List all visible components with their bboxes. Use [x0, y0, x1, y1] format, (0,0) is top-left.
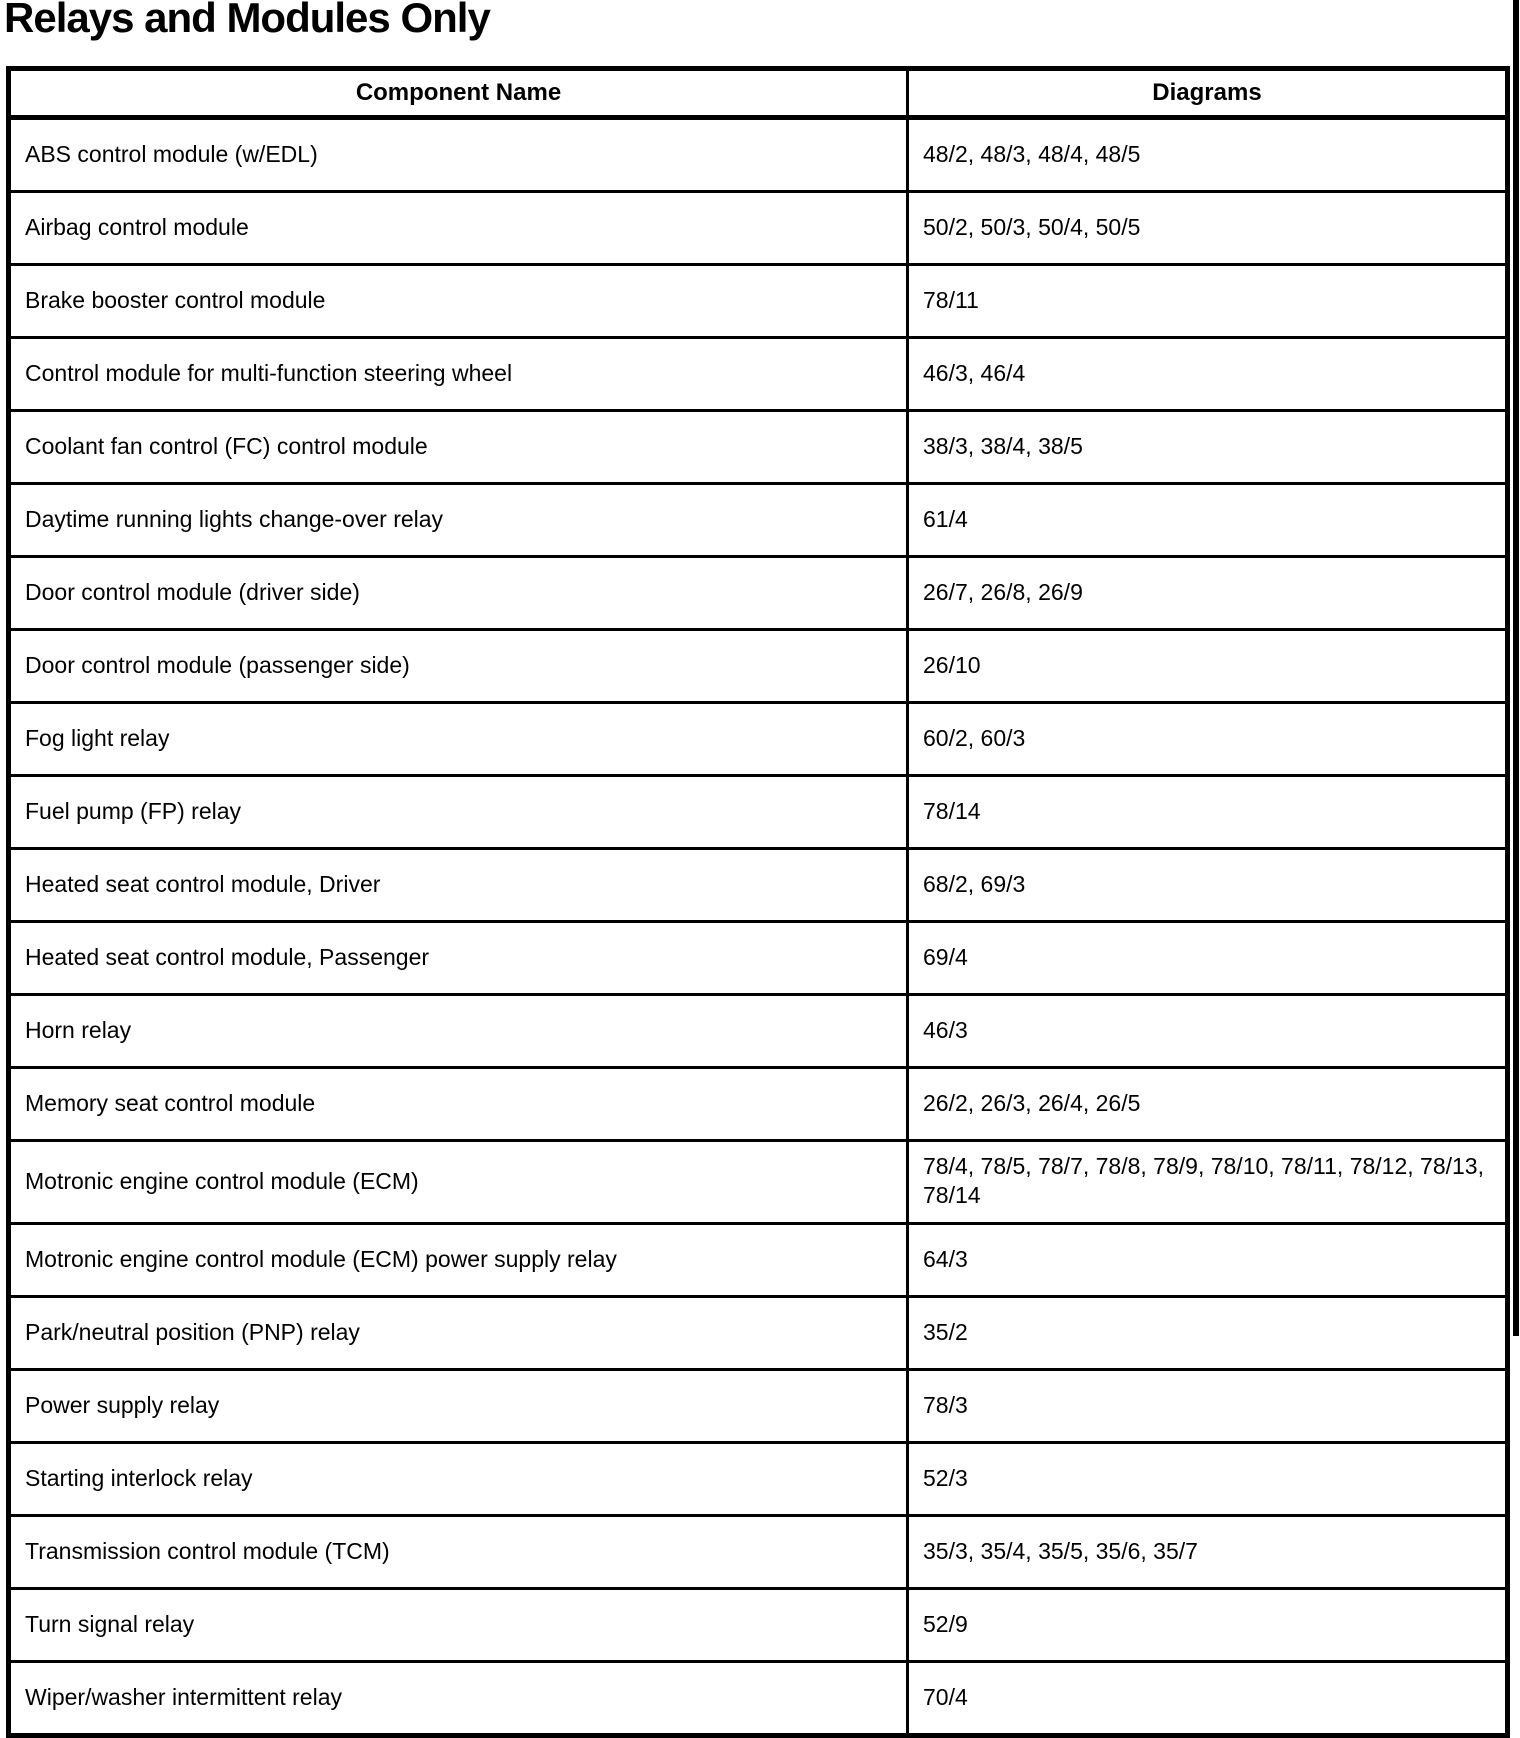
component-name-cell: Memory seat control module — [9, 1068, 908, 1141]
diagrams-cell: 26/7, 26/8, 26/9 — [908, 557, 1508, 630]
component-name-cell: Daytime running lights change-over relay — [9, 484, 908, 557]
table-row — [9, 1068, 1508, 1141]
table-row — [9, 1516, 1508, 1589]
diagrams-cell: 46/3 — [908, 995, 1508, 1068]
table-body — [9, 118, 1508, 1736]
page-title: Relays and Modules Only — [4, 0, 490, 41]
table-row — [9, 484, 1508, 557]
table-row — [9, 995, 1508, 1068]
diagrams-cell: 68/2, 69/3 — [908, 849, 1508, 922]
header-diagrams: Diagrams — [908, 69, 1508, 118]
component-name-cell: Park/neutral position (PNP) relay — [9, 1297, 908, 1370]
component-name-cell: Heated seat control module, Passenger — [9, 922, 908, 995]
diagrams-cell: 52/9 — [908, 1589, 1508, 1662]
diagrams-cell: 52/3 — [908, 1443, 1508, 1516]
component-name-cell: Door control module (passenger side) — [9, 630, 908, 703]
table-row — [9, 1589, 1508, 1662]
table-header — [9, 69, 1508, 118]
header-component-name: Component Name — [9, 69, 908, 118]
diagrams-cell: 78/4, 78/5, 78/7, 78/8, 78/9, 78/10, 78/11, 78/12, 78/13, 78/14 — [908, 1141, 1508, 1224]
table-row — [9, 1141, 1508, 1224]
table-row — [9, 192, 1508, 265]
table-row — [9, 557, 1508, 630]
component-name-cell: Motronic engine control module (ECM) — [9, 1141, 908, 1224]
diagrams-cell: 46/3, 46/4 — [908, 338, 1508, 411]
table-row — [9, 922, 1508, 995]
table-row — [9, 411, 1508, 484]
component-name-cell: Motronic engine control module (ECM) power supply relay — [9, 1224, 908, 1297]
component-name-cell: Wiper/washer intermittent relay — [9, 1662, 908, 1736]
table-row — [9, 338, 1508, 411]
table-row — [9, 265, 1508, 338]
diagrams-cell: 38/3, 38/4, 38/5 — [908, 411, 1508, 484]
page-edge-rule — [1513, 0, 1519, 1336]
diagrams-cell: 70/4 — [908, 1662, 1508, 1736]
diagrams-cell: 64/3 — [908, 1224, 1508, 1297]
component-name-cell: Fog light relay — [9, 703, 908, 776]
diagrams-cell: 61/4 — [908, 484, 1508, 557]
diagrams-cell: 78/3 — [908, 1370, 1508, 1443]
component-name-cell: Heated seat control module, Driver — [9, 849, 908, 922]
component-name-cell: Horn relay — [9, 995, 908, 1068]
table-row — [9, 118, 1508, 192]
diagrams-cell: 78/14 — [908, 776, 1508, 849]
component-name-cell: Power supply relay — [9, 1370, 908, 1443]
component-name-cell: Turn signal relay — [9, 1589, 908, 1662]
diagrams-cell: 69/4 — [908, 922, 1508, 995]
table-row — [9, 703, 1508, 776]
diagrams-cell: 50/2, 50/3, 50/4, 50/5 — [908, 192, 1508, 265]
component-name-cell: Transmission control module (TCM) — [9, 1516, 908, 1589]
diagrams-cell: 48/2, 48/3, 48/4, 48/5 — [908, 118, 1508, 192]
header-row — [9, 69, 1508, 118]
table-row — [9, 776, 1508, 849]
table-row — [9, 1224, 1508, 1297]
component-name-cell: ABS control module (w/EDL) — [9, 118, 908, 192]
table-row — [9, 1297, 1508, 1370]
diagrams-cell: 26/10 — [908, 630, 1508, 703]
diagrams-cell: 26/2, 26/3, 26/4, 26/5 — [908, 1068, 1508, 1141]
relays-modules-table — [6, 66, 1510, 1738]
component-name-cell: Brake booster control module — [9, 265, 908, 338]
component-name-cell: Control module for multi-function steering wheel — [9, 338, 908, 411]
component-name-cell: Starting interlock relay — [9, 1443, 908, 1516]
table-row — [9, 1662, 1508, 1736]
component-name-cell: Airbag control module — [9, 192, 908, 265]
table-row — [9, 849, 1508, 922]
diagrams-cell: 35/2 — [908, 1297, 1508, 1370]
diagrams-cell: 78/11 — [908, 265, 1508, 338]
diagrams-cell: 35/3, 35/4, 35/5, 35/6, 35/7 — [908, 1516, 1508, 1589]
component-name-cell: Coolant fan control (FC) control module — [9, 411, 908, 484]
table-row — [9, 630, 1508, 703]
table-row — [9, 1370, 1508, 1443]
component-name-cell: Fuel pump (FP) relay — [9, 776, 908, 849]
diagrams-cell: 60/2, 60/3 — [908, 703, 1508, 776]
component-name-cell: Door control module (driver side) — [9, 557, 908, 630]
table-row — [9, 1443, 1508, 1516]
